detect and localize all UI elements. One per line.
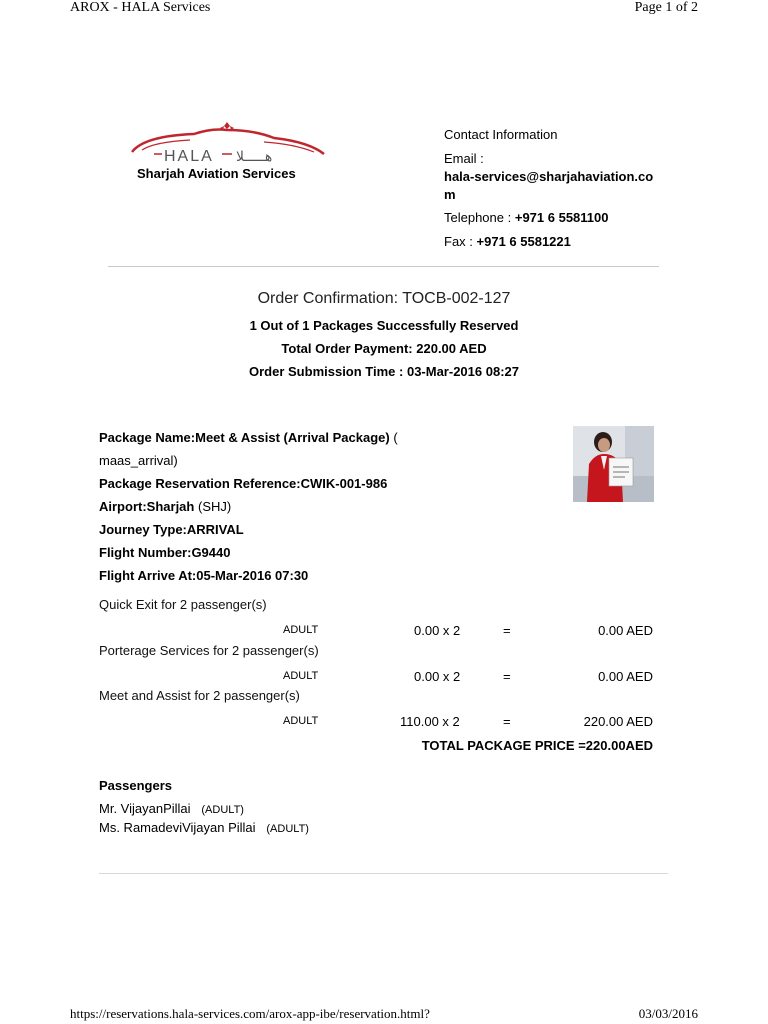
passengers-title: Passengers [99, 778, 172, 793]
fax-label: Fax : [444, 234, 473, 249]
passenger-type: (ADULT) [201, 804, 244, 816]
package-code: maas_arrival [99, 453, 174, 468]
service-amount: 0.00 AED [598, 669, 653, 684]
journey-type-label: Journey Type: [99, 522, 187, 537]
logo-arabic-text: هـــــلا [236, 149, 273, 165]
divider-top [108, 266, 659, 267]
reserved-count: 1 Out of 1 Packages Successfully Reserved [249, 318, 519, 333]
service-qty: 0.00 x 2 [414, 669, 461, 684]
email-label: Email : [444, 151, 484, 166]
flight-arrive-value: 05-Mar-2016 07:30 [196, 568, 309, 583]
journey-type-value: ARRIVAL [186, 522, 244, 537]
footer-url[interactable]: https://reservations.hala-services.com/arox-app-ibe/reservation.html? [70, 1006, 430, 1021]
service-qty: 0.00 x 2 [414, 623, 461, 638]
service-amount: 0.00 AED [598, 623, 653, 638]
airport-value: Sharjah [146, 499, 195, 514]
divider-bottom [99, 873, 668, 874]
flight-number-value: G9440 [191, 545, 231, 560]
package-details: Package Name:Meet & Assist (Arrival Package) ( maas_arrival) Package Reservation Reference:CWIK-001-986 Airport:Sharjah (SHJ) Journey Type:ARRIVAL Flight Number:G9440 Flight Arrive At:05-Mar-2016 07:30 [99, 430, 398, 583]
contact-info [444, 126, 654, 257]
total-payment: Total Order Payment: 220.00 AED [281, 341, 487, 356]
service-type: ADULT [283, 624, 319, 636]
service-name: Porterage Services for 2 passenger(s) [99, 643, 319, 658]
submission-time: Order Submission Time : 03-Mar-2016 08:27 [249, 364, 519, 379]
order-title: Order Confirmation: TOCB-002-127 [257, 290, 511, 307]
passenger-item [99, 820, 309, 835]
reservation-ref-value: CWIK-001-986 [300, 476, 388, 491]
contact-heading: Contact Information [444, 127, 558, 142]
email-value[interactable]: hala-services@sharjahaviation.com [444, 169, 654, 202]
telephone-value: +971 6 5581100 [514, 210, 609, 225]
flight-arrive-label: Flight Arrive At: [99, 568, 197, 583]
telephone-label: Telephone : [444, 210, 512, 225]
service-eq: = [503, 714, 511, 729]
service-name: Quick Exit for 2 passenger(s) [99, 597, 267, 612]
passenger-type: (ADULT) [266, 823, 309, 835]
airport-code: (SHJ) [197, 499, 232, 514]
passenger-name: Mr. VijayanPillai [99, 801, 191, 816]
package-photo [573, 426, 654, 502]
service-qty: 110.00 x 2 [400, 714, 460, 729]
page-number: Page 1 of 2 [634, 0, 698, 15]
service-type: ADULT [283, 715, 319, 727]
service-eq: = [503, 669, 511, 684]
document-title: AROX - HALA Services [70, 0, 211, 15]
footer-date: 03/03/2016 [638, 1006, 698, 1021]
logo-subtitle: Sharjah Aviation Services [137, 166, 296, 181]
package-name-value: Meet & Assist (Arrival Package) [195, 430, 390, 445]
fax-value: +971 6 5581221 [476, 234, 571, 249]
service-amount: 220.00 AED [583, 714, 653, 729]
total-package-price: TOTAL PACKAGE PRICE =220.00AED [421, 738, 653, 753]
airport-label: Airport: [99, 499, 147, 514]
package-name-label: Package Name: [99, 430, 196, 445]
flight-number-label: Flight Number: [99, 545, 192, 560]
passenger-item [99, 801, 244, 816]
service-eq: = [503, 623, 511, 638]
reservation-ref-label: Package Reservation Reference: [99, 476, 301, 491]
passenger-name: Ms. RamadeviVijayan Pillai [99, 820, 256, 835]
service-type: ADULT [283, 670, 319, 682]
logo-brand-text: HALA [164, 148, 214, 165]
service-name: Meet and Assist for 2 passenger(s) [99, 688, 300, 703]
